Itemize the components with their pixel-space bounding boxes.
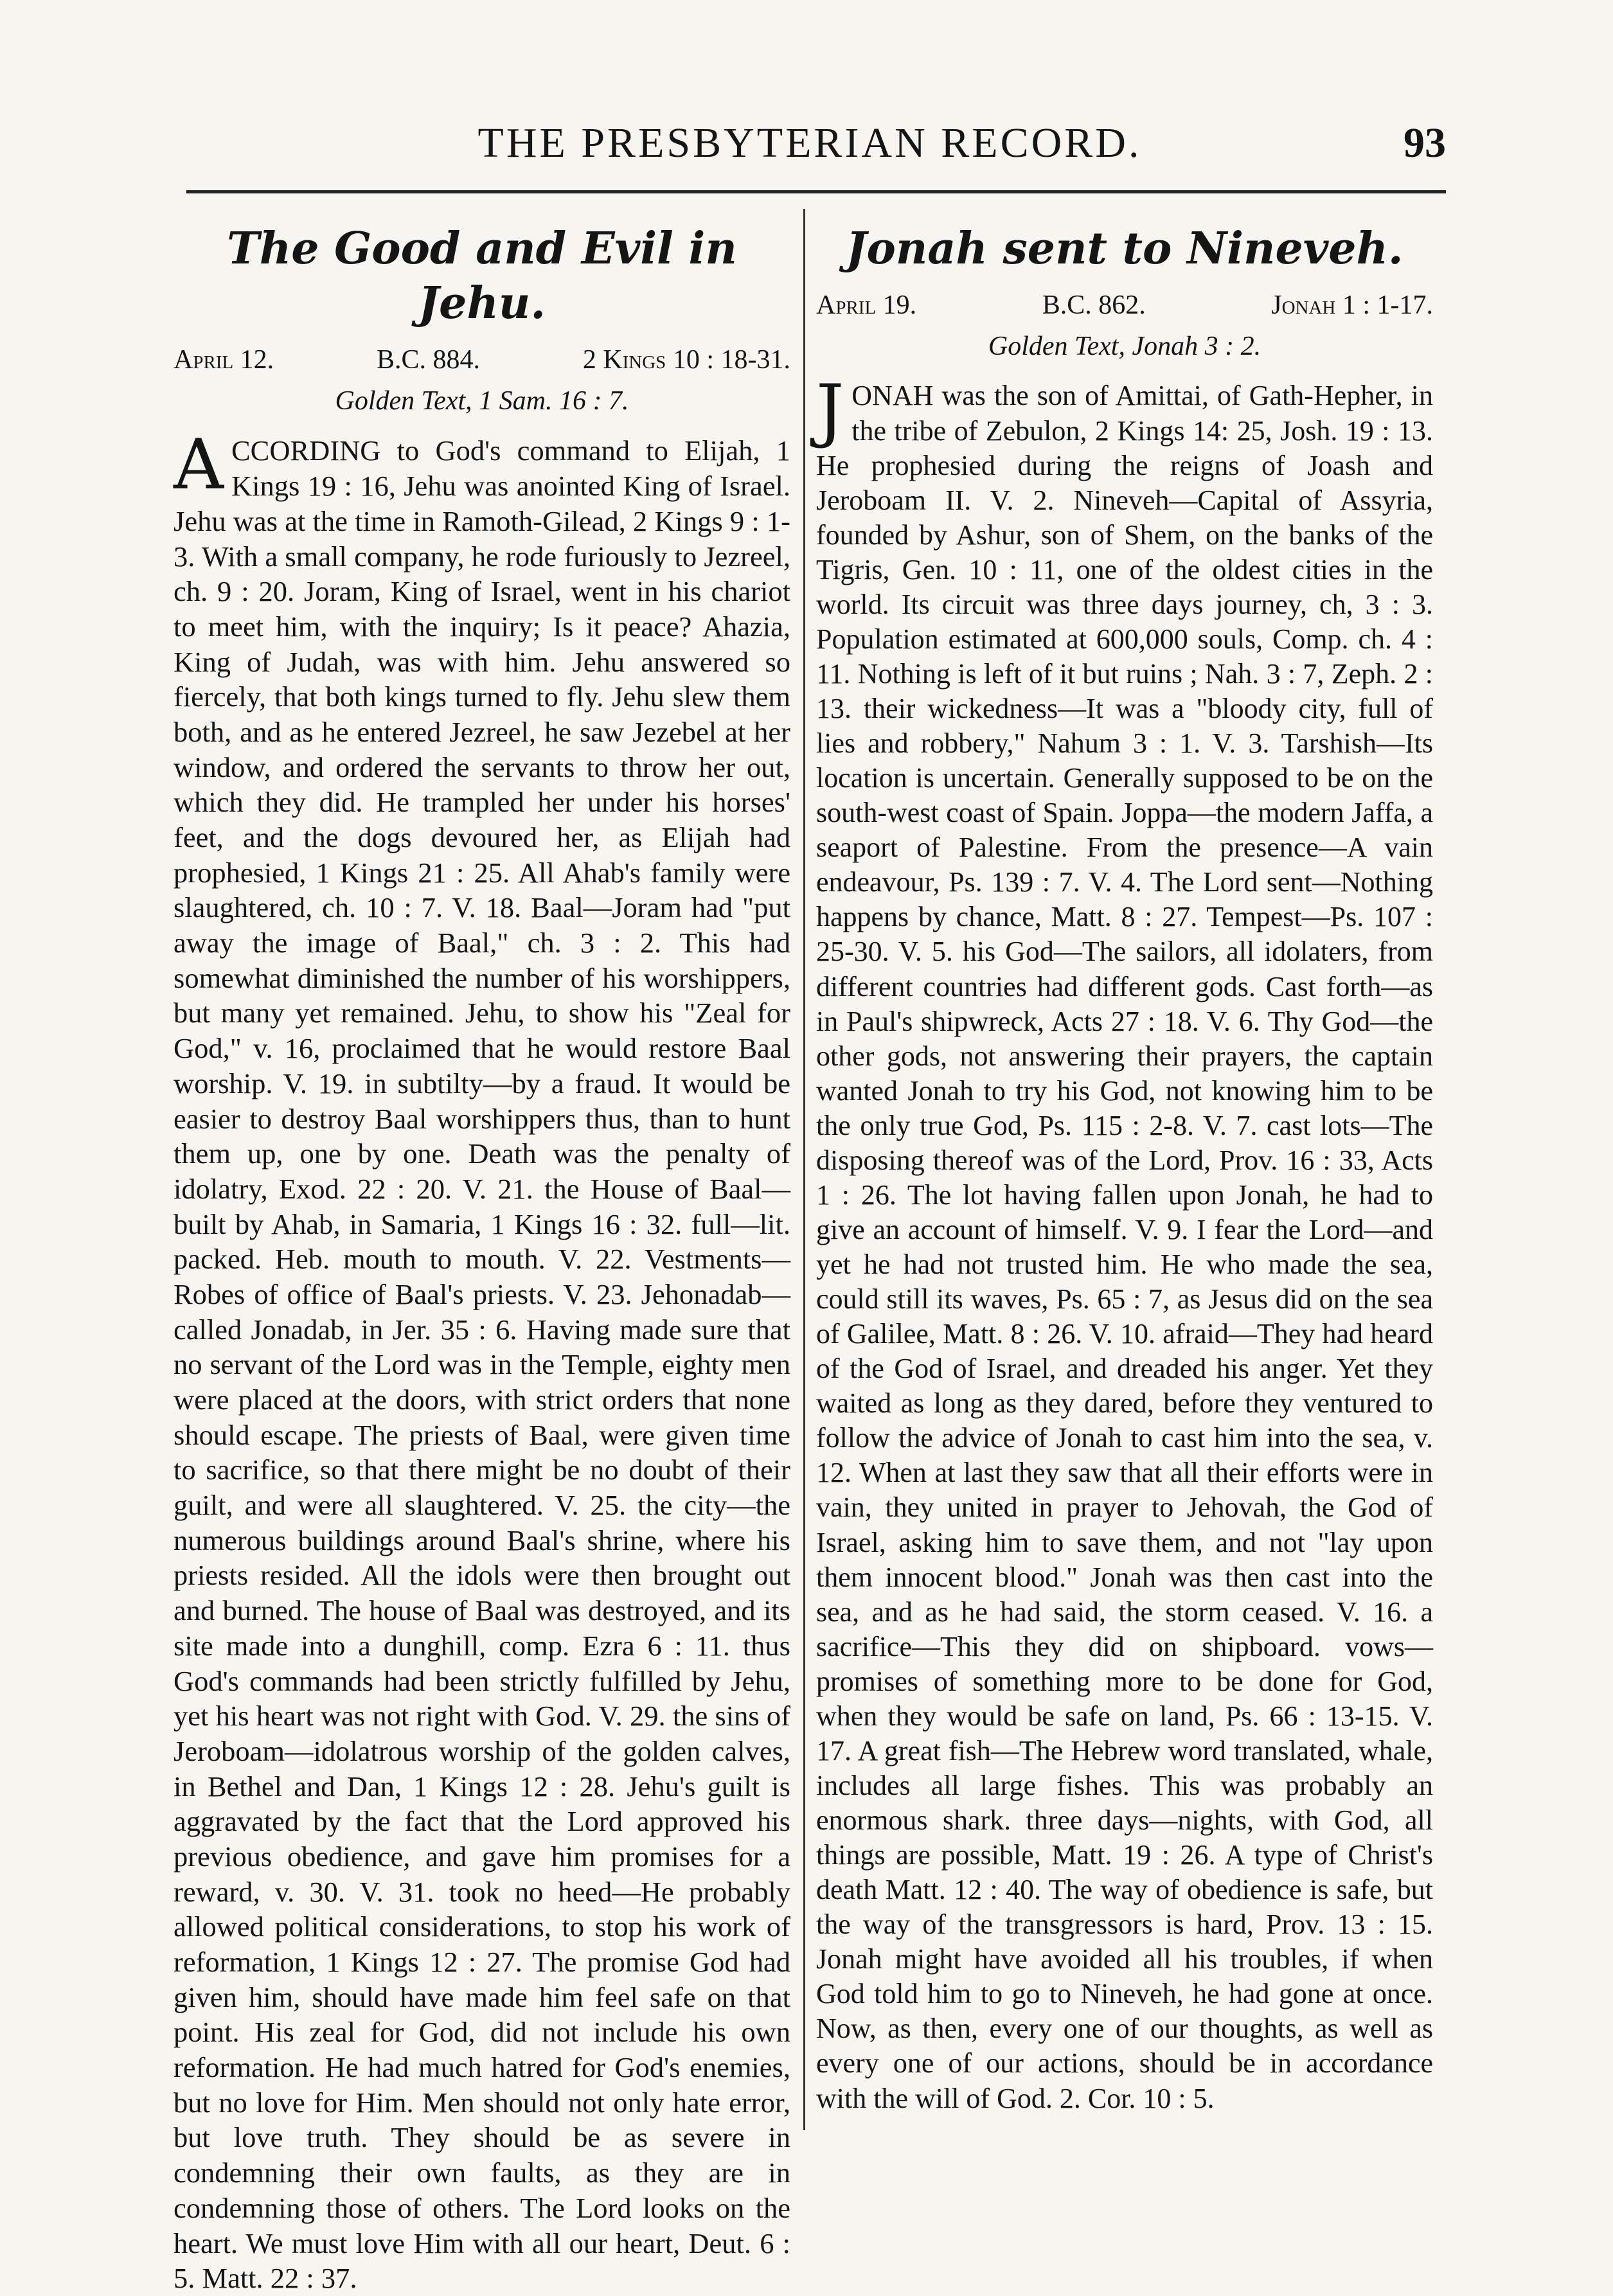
lesson-body-text: CCORDING to God's command to Elijah, 1 Kings 19 : 16, Jehu was anointed King of Israel. Jehu was at the time in Ramoth-Gilead, 2 Kings 9 : 1-3. With a small company, he rode furiously to Jezreel, ch. 9 : 20. Joram, King of Israel, went in his chariot to meet him, with the inquiry; Is it peace? Ahazia, King of Judah, was with him. Jehu answered so fiercely, that both kings turned to fly. Jehu slew them both, and as he entered Jezreel, he saw Jezebel at her window, and ordered the servants to throw her out, which they did. He trampled her under his horses' feet, and the dogs devoured her, as Elijah had prophesied, 1 Kings 21 : 25. All Ahab's family were slaughtered, ch. 10 : 7. V. 18. Baal—Joram had "put away the image of Baal," ch. 3 : 2. This had somewhat diminished the number of his worshippers, but many yet remained. Jehu, to show his "Zeal for God," v. 16, proclaimed that he would restore Baal worship. V. 19. in subtilty—by a fraud. It would be easier to destroy Baal worshippers thus, than to hunt them up, one by one. Death was the penalty of idolatry, Exod. 22 : 20. V. 21. the House of Baal—built by Ahab, in Samaria, 1 Kings 16 : 32. full—lit. packed. Heb. mouth to mouth. V. 22. Vestments—Robes of office of Baal's priests. V. 23. Jehonadab—called Jonadab, in Jer. 35 : 6. Having made sure that no servant of the Lord was in the Temple, eighty men were placed at the doors, with strict orders that none should escape. The priests of Baal, were given time to sacrifice, so that there might be no doubt of their guilt, and were all slaughtered. V. 25. the city—the numerous buildings around Baal's shrine, where his priests resided. All the idols were then brought out and burned. The house of Baal was destroyed, and its site made into a dunghill, comp. Ezra 6 : 11. thus God's commands had been strictly fulfilled by Jehu, yet his heart was not right with God. V. 29. the sins of Jeroboam—idolatrous worship of the golden calves, in Bethel and Dan, 1 Kings 12 : 28. Jehu's guilt is aggravated by the fact that the Lord approved his previous obedience, and gave him promises for a reward, v. 30. V. 31. took no heed—He probably allowed political considerations, to stop his work of reformation, 1 Kings 12 : 27. The promise God had given him, should have made him feel safe on that point. His zeal for God, did not include his own reformation. He had much hatred for God's enemies, but no love for Him. Men should not only hate error, but love truth. They should be as severe in condemning their own faults, as they are in condemning those of others. The Lord looks on the heart. We must love Him with all our heart, Deut. 6 : 5. Matt. 22 : 37. — [174, 434, 790, 2295]
lesson-passage: Jonah 1 : 1-17. — [1271, 290, 1433, 320]
column-divider — [803, 209, 805, 2130]
lesson-meta — [174, 343, 790, 378]
lesson-body-text: ONAH was the son of Amittai, of Gath-Hepher, in the tribe of Zebulon, 2 Kings 14: 25, Josh. 19 : 13. He prophesied during the reigns of Joash and Jeroboam II. V. 2. Nineveh—Capital of Assyria, founded by Ashur, son of Shem, on the banks of the Tigris, Gen. 10 : 11, one of the oldest cities in the world. Its circuit was three days journey, ch, 3 : 3. Population estimated at 600,000 souls, Comp. ch. 4 : 11. Nothing is left of it but ruins ; Nah. 3 : 7, Zeph. 2 : 13. their wickedness—It was a "bloody city, full of lies and robbery," Nahum 3 : 1. V. 3. Tarshish—Its location is uncertain. Generally supposed to be on the south-west coast of Spain. Joppa—the modern Jaffa, a seaport of Palestine. From the presence—A vain endeavour, Ps. 139 : 7. V. 4. The Lord sent—Nothing happens by chance, Matt. 8 : 27. Tempest—Ps. 107 : 25-30. V. 5. his God—The sailors, all idolaters, from different countries had different gods. Cast forth—as in Paul's shipwreck, Acts 27 : 18. V. 6. Thy God—the other gods, not answering their prayers, the captain wanted Jonah to try his God, not knowing him to be the only true God, Ps. 115 : 2-8. V. 7. cast lots—The disposing thereof was of the Lord, Prov. 16 : 33, Acts 1 : 26. The lot having fallen upon Jonah, he had to give an account of himself. V. 9. I fear the Lord—and yet he had not trusted him. He who made the sea, could still its waves, Ps. 65 : 7, as Jesus did on the sea of Galilee, Matt. 8 : 26. V. 10. afraid—They had heard of the God of Israel, and dreaded his anger. Yet they waited as long as they dared, before they ventured to follow the advice of Jonah to cast him into the sea, v. 12. When at last they saw that all their efforts were in vain, they united in prayer to Jehovah, the God of Israel, asking him to save them, and not "lay upon them innocent blood." Jonah was then cast into the sea, and as he had said, the storm ceased. V. 16. a sacrifice—This they did on shipboard. vows—promises of something more to be done for God, when they would be safe on land, Ps. 66 : 13-15. V. 17. A great fish—The Hebrew word translated, whale, includes all large fishes. This was probably an enormous shark. three days—nights, with God, all things are possible, Matt. 19 : 26. A type of Christ's death Matt. 12 : 40. The way of obedience is safe, but the way of the transgressors is hard, Prov. 13 : 15. Jonah might have avoided all his troubles, if when God told him to go to Nineveh, he had gone at once. Now, as then, every one of our thoughts, as well as every one of our actions, should be in accordance with the will of God. 2. Cor. 10 : 5. — [816, 380, 1433, 2114]
lesson-date: April 12. — [174, 345, 274, 375]
lesson-column-right — [816, 222, 1433, 2116]
lesson-era: B.C. 862. — [1042, 290, 1146, 320]
lesson-title: The Good and Evil in Jehu. — [227, 223, 737, 329]
lesson-body — [174, 425, 790, 2295]
lesson-passage: 2 Kings 10 : 18-31. — [582, 345, 790, 375]
lesson-meta — [816, 288, 1433, 323]
lesson-body — [816, 370, 1433, 2115]
page-header — [174, 119, 1446, 180]
header-rule — [186, 190, 1446, 193]
drop-cap: A — [174, 425, 224, 506]
golden-text: Golden Text, Jonah 3 : 2. — [988, 331, 1261, 361]
lesson-column-left — [174, 222, 790, 2296]
lesson-date: April 19. — [816, 290, 917, 320]
golden-text: Golden Text, 1 Sam. 16 : 7. — [335, 386, 629, 416]
page-number: 93 — [1404, 120, 1446, 166]
lesson-title: Jonah sent to Nineveh. — [846, 223, 1404, 274]
running-title: THE PRESBYTERIAN RECORD. — [477, 120, 1142, 166]
drop-cap: J — [816, 370, 844, 451]
lesson-era: B.C. 884. — [376, 345, 481, 375]
